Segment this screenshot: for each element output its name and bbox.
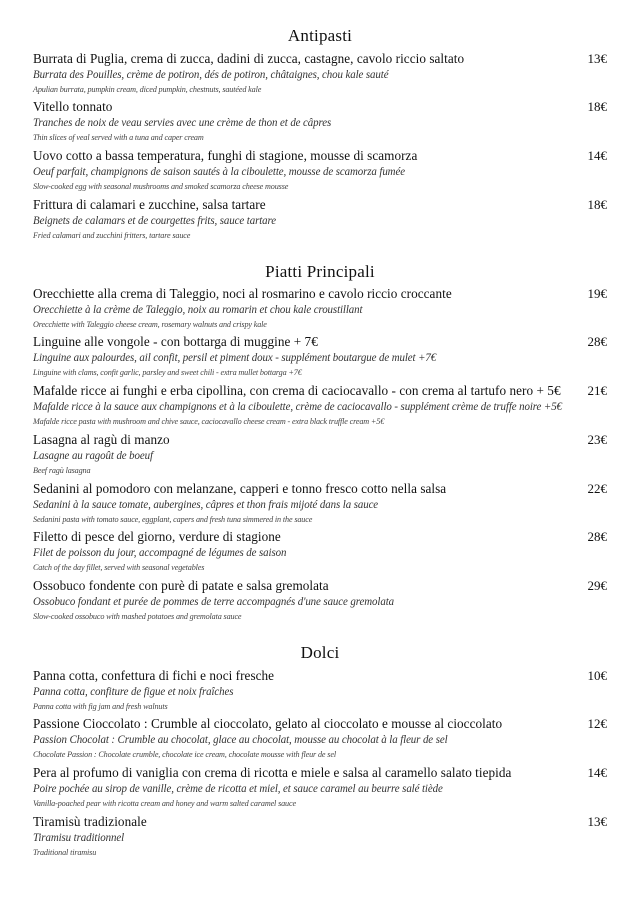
item-description-en: Catch of the day fillet, served with seasonal vegetables	[33, 563, 205, 572]
item-description-fr: Orecchiette à la crème de Taleggio, noix au romarin et chou kale croustillant	[33, 304, 363, 316]
menu-item	[33, 51, 607, 96]
menu-item	[33, 334, 607, 379]
item-description-fr: Passion Chocolat : Crumble au chocolat, glace au chocolat, mousse au chocolat à la fleur de sel	[33, 734, 448, 746]
item-description-fr: Tiramisu traditionnel	[33, 832, 125, 844]
item-price: 18€	[587, 197, 607, 212]
item-description-en: Vanilla-poached pear with ricotta cream and honey and warm salted caramel sauce	[33, 799, 296, 808]
item-description-fr: Tranches de noix de veau servies avec une crème de thon et de câpres	[33, 117, 332, 129]
menu-item	[33, 814, 607, 859]
item-description-fr: Sedanini à la sauce tomate, aubergines, câpres et thon frais mijoté dans la sauce	[33, 499, 379, 511]
item-description-en: Sedanini pasta with tomato sauce, eggplant, capers and fresh tuna simmered in the sauce	[33, 515, 313, 524]
item-description-en: Slow-cooked egg with seasonal mushrooms and smoked scamorza cheese mousse	[33, 182, 289, 191]
item-description-en: Chocolate Passion : Chocolate crumble, chocolate ice cream, chocolate mousse with fleur de sel	[33, 750, 336, 759]
item-price: 14€	[587, 148, 607, 163]
item-description-fr: Burrata des Pouilles, crème de potiron, dés de potiron, châtaignes, chou kale sauté	[33, 69, 389, 81]
item-name: Burrata di Puglia, crema di zucca, dadini di zucca, castagne, cavolo riccio saltato	[33, 51, 465, 66]
item-description-en: Thin slices of veal served with a tuna and caper cream	[33, 133, 204, 142]
menu-item	[33, 716, 607, 761]
item-name: Passione Cioccolato : Crumble al cioccolato, gelato al cioccolato e mousse al cioccolato	[33, 716, 503, 731]
item-price: 12€	[587, 716, 607, 731]
item-name: Tiramisù tradizionale	[33, 814, 147, 829]
menu-item	[33, 529, 607, 574]
item-description-en: Traditional tiramisu	[33, 848, 97, 857]
menu-item	[33, 668, 607, 713]
item-description-en: Linguine with clams, confit garlic, parsley and sweet chili - extra mullet bottarga +7€	[33, 368, 302, 377]
menu-item	[33, 197, 607, 242]
item-description-fr: Beignets de calamars et de courgettes frits, sauce tartare	[33, 215, 277, 227]
section-title-antipasti: Antipasti	[287, 26, 353, 45]
menu-item	[33, 481, 607, 526]
item-description-fr: Filet de poisson du jour, accompagné de légumes de saison	[33, 547, 287, 559]
item-name: Orecchiette alla crema di Taleggio, noci al rosmarino e cavolo riccio croccante	[33, 286, 452, 301]
item-description-fr: Panna cotta, confiture de figue et noix fraîches	[33, 686, 234, 698]
item-name: Uovo cotto a bassa temperatura, funghi di stagione, mousse di scamorza	[33, 148, 418, 163]
section-title-dolci: Dolci	[300, 643, 340, 662]
item-description-en: Beef ragù lasagna	[33, 466, 91, 475]
item-price: 28€	[587, 529, 607, 544]
item-description-fr: Oeuf parfait, champignons de saison sautés à la ciboulette, mousse de scamorza fumée	[33, 166, 405, 178]
menu-item	[33, 765, 607, 810]
menu-item	[33, 148, 607, 193]
item-name: Lasagna al ragù di manzo	[33, 432, 170, 447]
item-description-fr: Ossobuco fondant et purée de pommes de terre accompagnés d'une sauce gremolata	[33, 596, 395, 608]
item-price: 18€	[587, 99, 607, 114]
item-price: 21€	[587, 383, 607, 398]
section-title-piatti-principali: Piatti Principali	[265, 262, 375, 281]
item-name: Linguine alle vongole - con bottarga di muggine + 7€	[33, 334, 318, 349]
menu-item	[33, 99, 607, 144]
item-name: Frittura di calamari e zucchine, salsa tartare	[33, 197, 266, 212]
item-description-fr: Linguine aux palourdes, ail confit, persil et piment doux - supplément boutargue de mulet +7€	[33, 352, 437, 364]
menu-item	[33, 383, 607, 428]
item-description-en: Mafalde ricce pasta with mushroom and chive sauce, caciocavallo cheese cream - extra black truffle cream +5€	[33, 417, 385, 426]
item-description-fr: Poire pochée au sirop de vanille, crème de ricotta et miel, et sauce caramel au beurre salé tiède	[33, 783, 443, 795]
item-price: 14€	[587, 765, 607, 780]
item-description-en: Apulian burrata, pumpkin cream, diced pumpkin, chestnuts, sautéed kale	[33, 85, 262, 94]
item-price: 19€	[587, 286, 607, 301]
item-name: Ossobuco fondente con purè di patate e salsa gremolata	[33, 578, 329, 593]
menu-item	[33, 578, 607, 623]
item-name: Filetto di pesce del giorno, verdure di stagione	[33, 529, 281, 544]
item-description-en: Panna cotta with fig jam and fresh walnuts	[33, 702, 168, 711]
item-price: 22€	[587, 481, 607, 496]
item-name: Mafalde ricce ai funghi e erba cipollina, con crema di caciocavallo - con crema al tartufo nero + 5€	[33, 383, 561, 398]
item-price: 23€	[587, 432, 607, 447]
item-price: 28€	[587, 334, 607, 349]
menu-item	[33, 286, 607, 331]
item-description-en: Slow-cooked ossobuco with mashed potatoes and gremolata sauce	[33, 612, 242, 621]
item-description-en: Orecchiette with Taleggio cheese cream, rosemary walnuts and crispy kale	[33, 320, 267, 329]
item-name: Vitello tonnato	[33, 99, 113, 114]
item-name: Pera al profumo di vaniglia con crema di ricotta e miele e salsa al caramello salato tiepida	[33, 765, 512, 780]
item-price: 10€	[587, 668, 607, 683]
item-description-fr: Mafalde ricce à la sauce aux champignons et à la ciboulette, crème de caciocavallo - supplément crème de truffe noire +5€	[33, 401, 562, 413]
item-price: 13€	[587, 51, 607, 66]
item-description-fr: Lasagne au ragoût de boeuf	[33, 450, 153, 462]
item-description-en: Fried calamari and zucchini fritters, tartare sauce	[33, 231, 191, 240]
item-name: Sedanini al pomodoro con melanzane, capperi e tonno fresco cotto nella salsa	[33, 481, 447, 496]
menu-item	[33, 432, 607, 477]
item-name: Panna cotta, confettura di fichi e noci fresche	[33, 668, 275, 683]
item-price: 29€	[587, 578, 607, 593]
item-price: 13€	[587, 814, 607, 829]
